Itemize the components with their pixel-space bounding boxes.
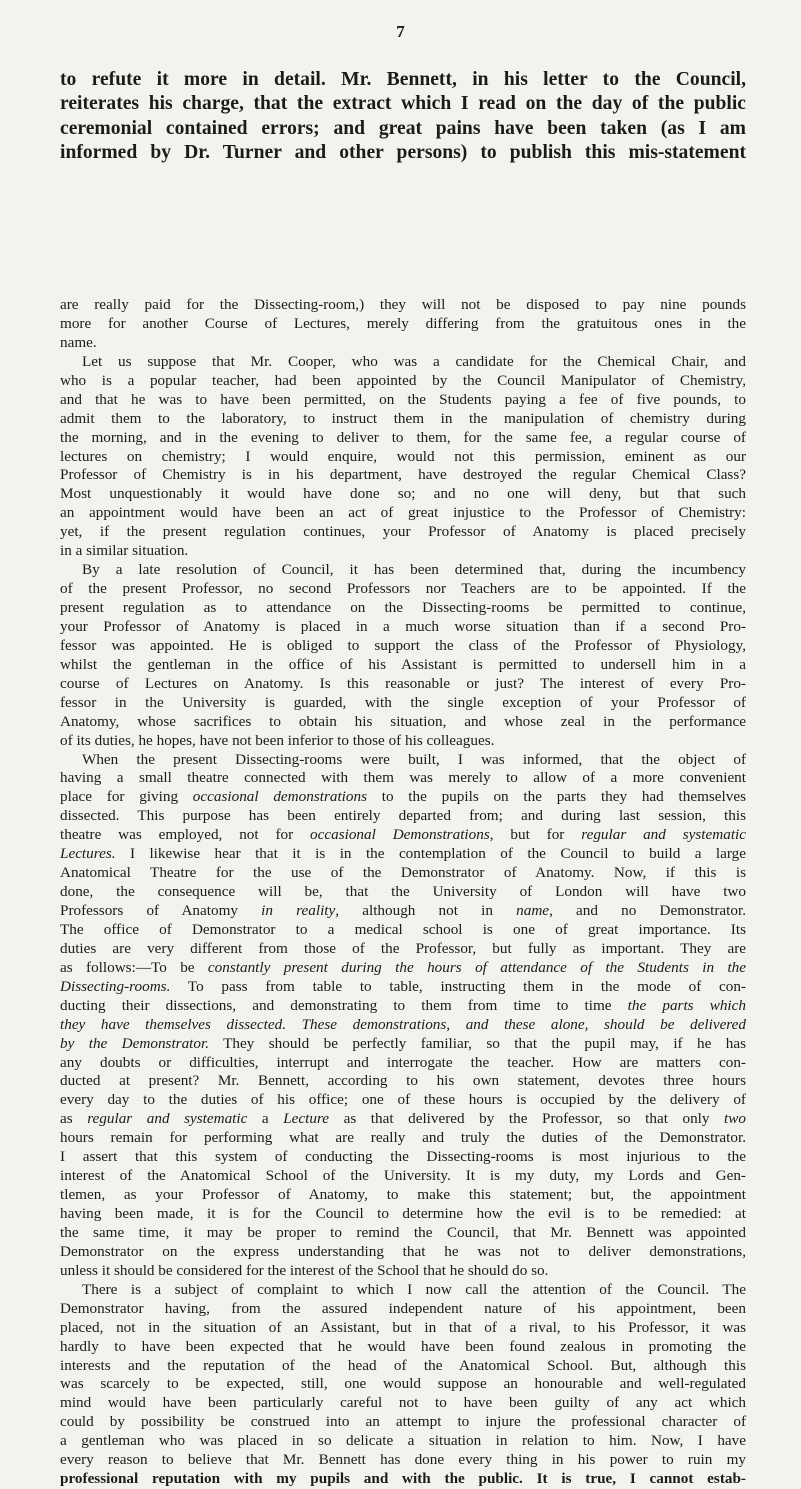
text-line: Lectures. I likewise hear that it is in the contemplation of the Council to build a large	[60, 845, 746, 863]
text-line: who is a popular teacher, had been appointed by the Council Manipulator of Chemistry,	[60, 371, 746, 389]
text-line: hours remain for performing what are really and truly the duties of the Demonstrator.	[60, 1129, 746, 1147]
text-line: whilst the gentleman in the office of his Assistant is permitted to undersell him in a	[60, 655, 746, 673]
text-line: admit them to the laboratory, to instruct them in the manipulation of chemistry during	[60, 409, 746, 427]
text-line: could by possibility be construed into an attempt to injure the professional character of	[60, 1413, 746, 1431]
opening-paragraph	[60, 68, 746, 165]
text-line: and that he was to have been permitted, on the Students paying a fee of five pounds, to	[60, 390, 746, 408]
text-line: Demonstrator having, from the assured independent nature of his appointment, been	[60, 1299, 746, 1317]
text-line: Dissecting-rooms. To pass from table to table, instructing them in the mode of con-	[60, 977, 746, 995]
text-line: fessor in the University is guarded, with the single exception of your Professor of	[60, 693, 746, 711]
text-line: yet, if the present regulation continues, your Professor of Anatomy is placed precisely	[60, 523, 746, 541]
text-line: every day to the duties of his office; one of these hours is occupied by the delivery of	[60, 1091, 746, 1109]
opening-line: ceremonial contained errors; and great pains have been taken (as I am	[60, 117, 746, 139]
text-line: Let us suppose that Mr. Cooper, who was a candidate for the Chemical Chair, and	[82, 352, 746, 370]
text-line: ducted at present? Mr. Bennett, according to his own statement, devotes three hours	[60, 1072, 746, 1090]
text-line: your Professor of Anatomy is placed in a much worse situation than if a second Pro-	[60, 617, 746, 635]
text-line: Anatomical Theatre for the use of the Demonstrator of Anatomy. Now, if this is	[60, 864, 746, 882]
text-line: course of Lectures on Anatomy. Is this reasonable or just? The interest of every Pro-	[60, 674, 746, 692]
text-line: unless it should be considered for the interest of the School that he should do so.	[60, 1261, 549, 1279]
text-line: of the present Professor, no second Professors nor Teachers are to be appointed. If the	[60, 580, 746, 598]
text-line: the morning, and in the evening to deliver to them, for the same fee, a regular course of	[60, 428, 746, 446]
text-line: Most unquestionably it would have done so; and no one will deny, but that such	[60, 485, 746, 503]
text-line: place for giving occasional demonstrations to the pupils on the parts they had themselves	[60, 788, 746, 806]
text-line: There is a subject of complaint to which I now call the attention of the Council. The	[82, 1280, 746, 1298]
text-line: The office of Demonstrator to a medical school is one of great importance. Its	[60, 920, 746, 938]
text-line: an appointment would have been an act of great injustice to the Professor of Chemistry:	[60, 504, 746, 522]
body-text	[60, 296, 746, 1489]
text-line: professional reputation with my pupils and with the public. It is true, I cannot estab-	[60, 1470, 746, 1488]
text-line: theatre was employed, not for occasional Demonstrations, but for regular and systematic	[60, 826, 746, 844]
opening-line: reiterates his charge, that the extract which I read on the day of the public	[60, 93, 746, 115]
text-line: was scarcely to be expected, still, one would suppose an honourable and well-regulated	[60, 1375, 746, 1393]
text-line: dissected. This purpose has been entirely departed from; and during last session, this	[60, 807, 746, 825]
text-line: Demonstrator on the express understanding that he was not to deliver demonstrations,	[60, 1242, 746, 1260]
text-line: Professor of Chemistry is in his department, have destroyed the regular Chemical Class?	[60, 466, 746, 484]
text-line: mind would have been particularly careful not to have been guilty of any act which	[60, 1394, 746, 1412]
text-line: having a small theatre connected with them was merely to allow of a more convenient	[60, 769, 746, 787]
text-line: are really paid for the Dissecting-room,) they will not be disposed to pay nine pounds	[60, 296, 746, 313]
text-line: of its duties, he hopes, have not been inferior to those of his colleagues.	[60, 731, 495, 749]
text-line: tlemen, as your Professor of Anatomy, to make this statement; but, the appointment	[60, 1186, 746, 1204]
text-line: When the present Dissecting-rooms were built, I was informed, that the object of	[82, 750, 746, 768]
text-line: more for another Course of Lectures, merely differing from the gratuitous ones in the	[60, 314, 746, 332]
text-line: lectures on chemistry; I would enquire, would not this permission, eminent as our	[60, 447, 746, 465]
text-line: in a similar situation.	[60, 542, 189, 560]
text-line: duties are very different from those of the Professor, but fully as important. They are	[60, 939, 746, 957]
text-line: hardly to have been expected that he would have been found zealous in promoting the	[60, 1337, 746, 1355]
text-line: they have themselves dissected. These demonstrations, and these alone, should be delivered	[60, 1015, 746, 1033]
text-line: I assert that this system of conducting the Dissecting-rooms is most injurious to the	[60, 1148, 746, 1166]
text-line: any doubts or difficulties, interrupt and interrogate the teacher. How are matters con-	[60, 1053, 746, 1071]
text-line: By a late resolution of Council, it has been determined that, during the incumbency	[82, 561, 746, 579]
text-line: name.	[60, 333, 97, 351]
text-line: present regulation as to attendance on the Dissecting-rooms be permitted to continue,	[60, 599, 746, 616]
text-line: Professors of Anatomy in reality, although not in name, and no Demonstrator.	[60, 902, 746, 919]
text-line: done, the consequence will be, that the University of London will have two	[60, 883, 746, 901]
text-line: ducting their dissections, and demonstrating to them from time to time the parts which	[60, 996, 746, 1014]
opening-line: to refute it more in detail. Mr. Bennett, in his letter to the Council,	[60, 69, 746, 90]
text-line: placed, not in the situation of an Assistant, but in that of a rival, to his Professor, it was	[60, 1318, 746, 1336]
text-line: the same time, it may be proper to remind the Council, that Mr. Bennett was appointed	[60, 1223, 746, 1241]
page-number: 7	[396, 22, 405, 41]
text-line: as regular and systematic a Lecture as that delivered by the Professor, so that only two	[60, 1110, 746, 1128]
text-line: as follows:—To be constantly present during the hours of attendance of the Students in the	[60, 958, 746, 976]
text-line: fessor was appointed. He is obliged to support the class of the Professor of Physiology,	[60, 636, 746, 654]
text-line: interest of the Anatomical School of the University. It is my duty, my Lords and Gen-	[60, 1167, 746, 1185]
text-line: every reason to believe that Mr. Bennett has done every thing in his power to ruin my	[60, 1451, 746, 1469]
text-line: by the Demonstrator. They should be perfectly familiar, so that the pupil may, if he has	[60, 1034, 746, 1052]
text-line: having been made, it is for the Council to determine how the evil is to be remedied: at	[60, 1205, 746, 1222]
text-line: a gentleman who was placed in so delicate a situation in relation to him. Now, I have	[60, 1432, 746, 1450]
text-line: Anatomy, whose sacrifices to obtain his situation, and whose zeal in the performance	[60, 712, 746, 730]
text-line: interests and the reputation of the head of the Anatomical School. But, although this	[60, 1356, 746, 1374]
opening-line: informed by Dr. Turner and other persons) to publish this mis-statement	[60, 141, 746, 163]
